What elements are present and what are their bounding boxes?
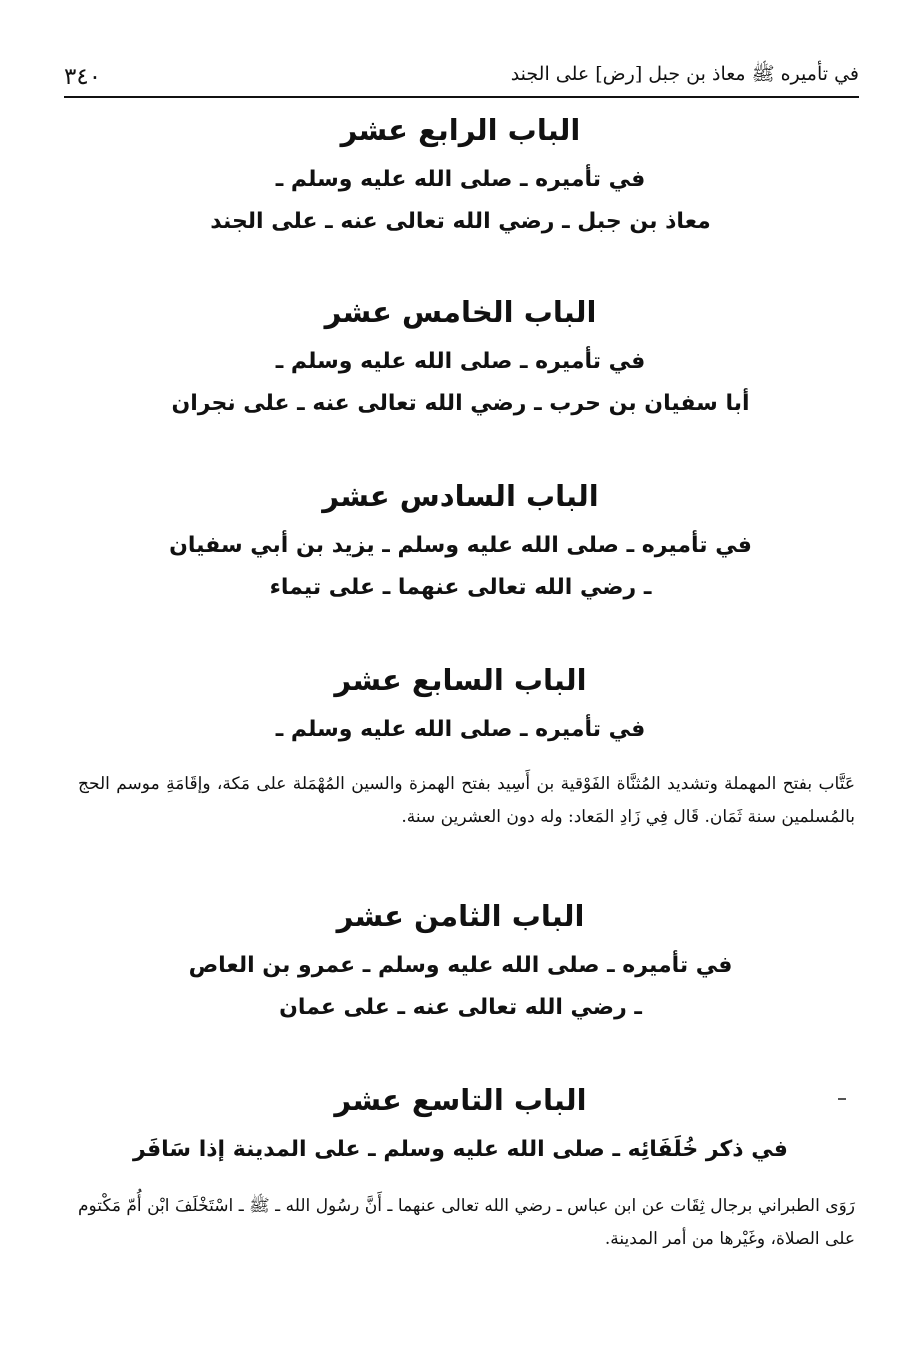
- chapter-subtitle-line: في تأميره ـ صلى الله عليه وسلم ـ يزيد بن أبي سفيان: [169, 533, 752, 558]
- chapter-subtitle-line: في ذكر خُلَفَائِه ـ صلى الله عليه وسلم ـ على المدينة إذا سَافَر: [133, 1137, 788, 1162]
- chapter-title: الباب الرابع عشر: [340, 113, 581, 147]
- chapter-19: [70, 1076, 851, 1171]
- chapter-subtitle-line: في تأميره ـ صلى الله عليه وسلم ـ: [275, 167, 646, 192]
- page-header: [64, 50, 859, 98]
- body-paragraph: رَوَى الطبراني برجال ثِقَات عن ابن عباس ـ رضي الله تعالى عنهما ـ أَنَّ رسُول الله ـ ﷺ ـ اسْتَخْلَفَ ابْن أُمّ مَكْتوم على الصلاة، وغَيْرها من أمر المدينة.: [78, 1196, 855, 1249]
- chapter-title: الباب السابع عشر: [334, 663, 587, 697]
- page-number: ٣٤٠: [64, 64, 102, 90]
- chapter-subtitle-line: معاذ بن جبل ـ رضي الله تعالى عنه ـ على الجند: [210, 209, 711, 234]
- chapter-14: [70, 106, 851, 243]
- body-paragraph: عَتَّاب بفتح المهملة وتشديد المُثنَّاة الفَوْقية بن أَسِيد بفتح الهمزة والسين المُهْمَلة على مَكة، وإقَامَةِ موسم الحج بالمُسلمين سنة ثَمَان. قَال فِي زَادِ المَعاد: وله دون العشرين سنة.: [78, 774, 855, 827]
- chapter-title: الباب السادس عشر: [322, 479, 599, 513]
- chapter-19-body: [78, 1190, 855, 1256]
- chapter-subtitle-line: في تأميره ـ صلى الله عليه وسلم ـ عمرو بن العاص: [188, 953, 733, 978]
- chapter-subtitle-line: في تأميره ـ صلى الله عليه وسلم ـ: [275, 349, 646, 374]
- chapter-15: [70, 288, 851, 425]
- running-title: في تأميره ﷺ معاذ بن جبل [رض] على الجند: [510, 63, 859, 85]
- chapter-title: الباب التاسع عشر: [334, 1083, 587, 1117]
- chapter-17-body: [78, 768, 855, 834]
- chapter-17: [70, 656, 851, 751]
- chapter-subtitle-line: في تأميره ـ صلى الله عليه وسلم ـ: [275, 717, 646, 742]
- scan-speck: [838, 1098, 846, 1100]
- chapter-title: الباب الخامس عشر: [324, 295, 597, 329]
- chapter-18: [70, 892, 851, 1029]
- chapter-title: الباب الثامن عشر: [336, 899, 585, 933]
- chapter-subtitle-line: ـ رضي الله تعالى عنه ـ على عمان: [279, 995, 642, 1020]
- chapter-subtitle-line: ـ رضي الله تعالى عنهما ـ على تيماء: [269, 575, 652, 600]
- chapter-16: [70, 472, 851, 609]
- chapter-subtitle-line: أبا سفيان بن حرب ـ رضي الله تعالى عنه ـ على نجران: [171, 391, 750, 416]
